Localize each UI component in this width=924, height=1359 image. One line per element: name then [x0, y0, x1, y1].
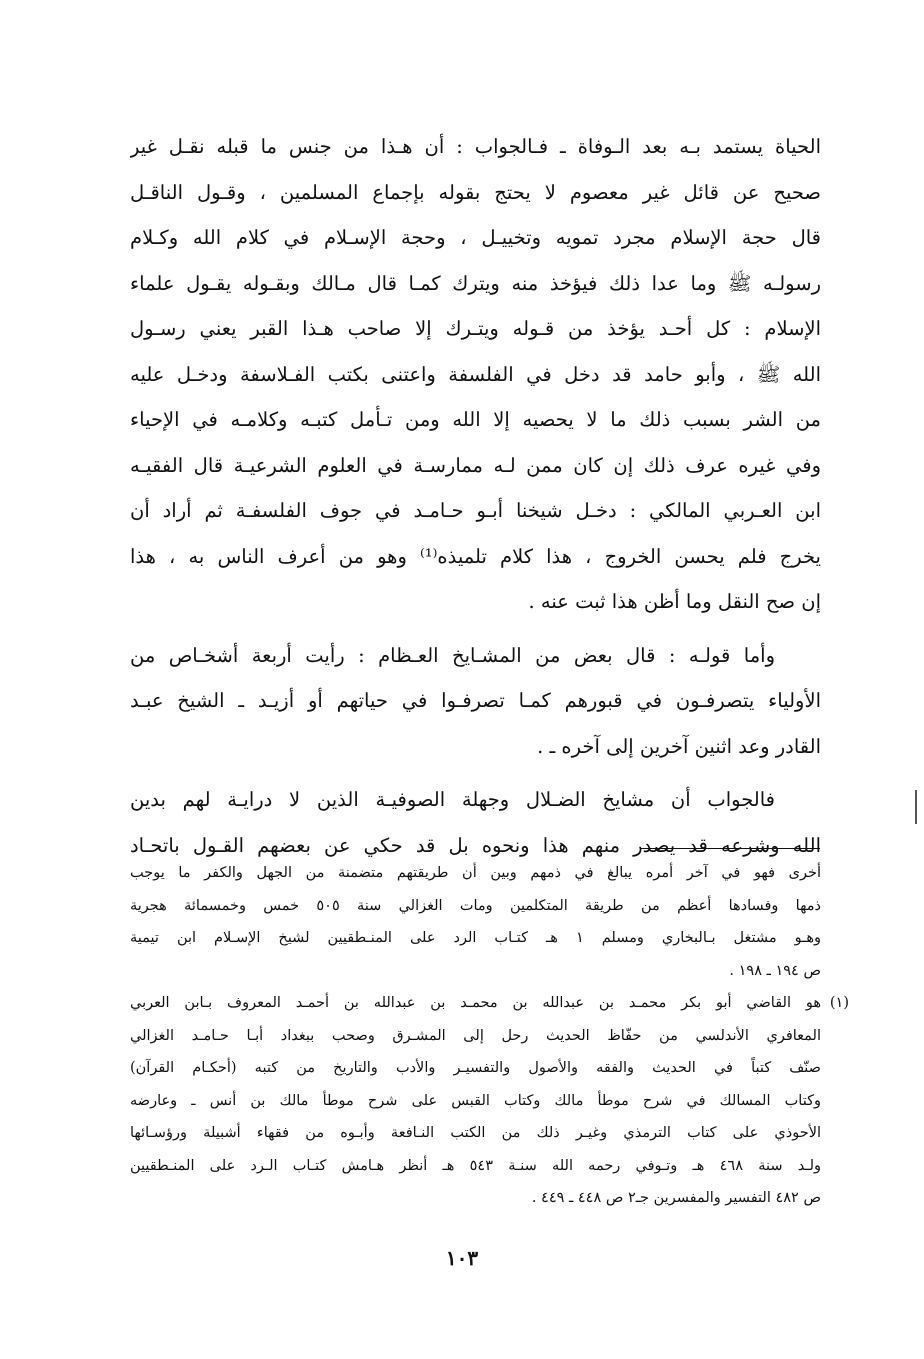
footnote-1: [130, 987, 849, 1215]
footnotes: [130, 857, 849, 1215]
footnote-continuation: [130, 857, 821, 987]
footnote-line: المعافري الأندلسي من حفّاظ الحديث رحل إلى المشـرق وصحب ببغداد أبـا حـامـد الغزالي: [130, 1027, 821, 1044]
text-line: الله وشرعه قد يصدر منهم هذا ونحوه بل قد حكي عن بعضهم القـول باتحـاد: [130, 833, 821, 857]
text-line: الإسلام : كل أحـد يؤخذ من قـوله ويتـرك إلا صاحب هـذا القبر يعني رسـول: [130, 317, 821, 340]
text-line: يخرج فلم يحسن الخروج ، هذا كلام تلميذه⁽¹⁾ وهو من أعرف الناس به ، هذا: [130, 544, 821, 568]
footnote-line: هو القاضي أبو بكر محمـد بن عبدالله بن محمـد بن عبدالله بن أحمـد المعروف بـابن العربي: [130, 995, 821, 1011]
text-line: فالجواب أن مشايخ الضـلال وجهلة الصوفيـة الذين لا درايـة لهم بدين: [130, 788, 775, 811]
paragraph-2: [130, 633, 821, 770]
footnote-number: (١): [829, 995, 849, 1011]
text-line: ابن العـربي المالكي : دخـل شيخنا أبـو حـامـد في جوف الفلسفـة ثم أراد أن: [130, 499, 821, 522]
text-line: الحياة يستمد بـه بعد الـوفاة ـ فـالجواب : أن هـذا من جنس ما قبله نقـل غير: [130, 135, 821, 158]
footnote-line: الأحوذي على كتاب الترمذي وغيـر ذلك من الكتب النـافعة وأبـوه من فقهاء أشبيلة ورؤسـائها: [130, 1125, 821, 1141]
text-line: الأولياء يتصرفـون في قبورهم كمـا تصرفـوا في حياتهم أو أزيـد ـ الشيخ عبـد: [130, 689, 821, 712]
footnote-line: ولـد سنة ٤٦٨ هـ وتـوفي رحمه الله سنـة ٥٤٣ هـ أنظر هـامش كتـاب الـرد على المنـطقيين: [130, 1157, 821, 1174]
footnote-line: ذمها وفسادها أعظم من طريقة المتكلمين ومات الغزالي سنة ٥٠٥ خمس وخمسمائة هجرية: [130, 897, 821, 914]
paragraph-3: [130, 777, 821, 868]
footnote-line: ص ٤٨٢ التفسير والمفسرين جـ٢ ص ٤٤٨ ـ ٤٤٩ .: [531, 1190, 821, 1206]
text-line: الله ﷺ ، وأبو حامد قد دخل في الفلسفة واعتنى بكتب الفـلاسفة ودخـل عليه: [130, 362, 821, 386]
main-text: [130, 124, 821, 868]
page-number: ١٠٣: [445, 1246, 479, 1270]
text-line: صحيح عن قائل غير معصوم لا يحتج بقوله بإجماع المسلمين ، وقـول الناقـل: [130, 180, 821, 204]
text-line: وفي غيره عرف ذلك إن كان ممن لـه ممارسـة في العلوم الشرعيـة قال الفقيـه: [130, 453, 821, 477]
footnote-line: صنّف كتباً في الحديث والفقه والأصول والتفسيـر والأدب والتاريخ من كتبه (أحكـام القرآن): [130, 1060, 821, 1076]
footnote-line: وهـو مشتغل بـالبخاري ومسلم ١ هـ كتـاب الرد على المنـطقيين لشيخ الإسـلام ابن تيمية: [130, 930, 821, 946]
text-line: رسولـه ﷺ وما عدا ذلك فيؤخذ منه ويترك كمـا قال مـالك وبقـوله يقـول علماء: [130, 271, 821, 295]
scan-edge-mark: [915, 790, 917, 824]
footnote-line: ص ١٩٤ ـ ١٩٨ .: [729, 962, 821, 979]
footnote-line: أخرى فهو في آخر أمره يبالغ في ذمهم وبين أن طريقتهم متضمنة من الجهل والكفر ما يوجب: [130, 865, 821, 881]
footnote-separator: [640, 848, 820, 849]
text-line: وأما قولـه : قال بعض من المشـايخ العـظام : رأيت أربعة أشخـاص من: [130, 643, 775, 667]
text-line: القادر وعد اثنين آخرين إلى آخره ـ .: [537, 734, 821, 758]
text-line: إن صح النقل وما أظن هذا ثبت عنه .: [528, 590, 821, 613]
paragraph-1: [130, 124, 821, 625]
text-line: من الشر بسبب ذلك ما لا يحصيه إلا الله ومن تـأمل كتبـه وكلامـه في الإحياء: [130, 408, 821, 431]
footnote-line: وكتاب المسالك في شرح موطأ مالك وكتاب القبس على شرح موطأ مالك بن أنس ـ وعارضه: [130, 1092, 821, 1109]
text-line: قال حجة الإسلام مجرد تمويه وتخييـل ، وحجة الإسـلام في كلام الله وكـلام: [130, 226, 821, 249]
